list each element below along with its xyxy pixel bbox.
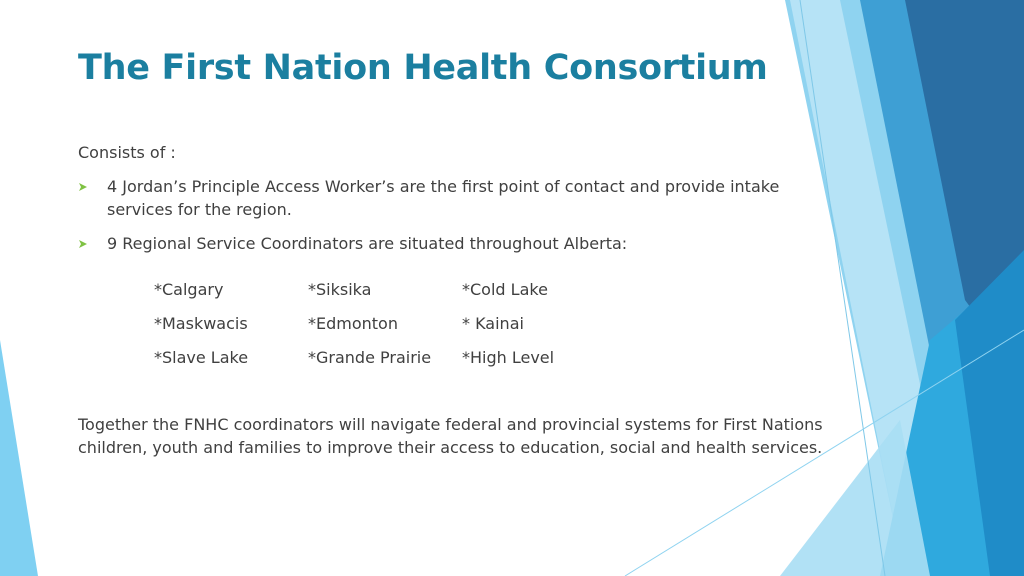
closing-paragraph: Together the FNHC coordinators will navigate federal and provincial systems for First Nations children, youth and families to improve their access to education, social and health services. — [78, 415, 823, 457]
bullet-text: 4 Jordan’s Principle Access Worker’s are the first point of contact and provide intake services for the region. — [107, 177, 780, 219]
location-label: *High Level — [462, 348, 555, 367]
location-label: *Siksika — [308, 280, 372, 299]
arrow-bullet-icon — [78, 182, 88, 192]
location-label: *Slave Lake — [154, 348, 249, 367]
location-label: *Calgary — [154, 280, 224, 299]
bullet-text: 9 Regional Service Coordinators are situated throughout Alberta: — [107, 234, 628, 253]
bullet-item — [78, 232, 848, 255]
location-label: *Maskwacis — [154, 314, 248, 333]
location-label: *Cold Lake — [462, 280, 548, 299]
location-label: *Grande Prairie — [308, 348, 432, 367]
bullet-item — [78, 175, 848, 221]
location-label: * Kainai — [462, 314, 524, 333]
slide-title: The First Nation Health Consortium — [78, 48, 768, 88]
intro-text: Consists of : — [78, 143, 176, 162]
arrow-bullet-icon — [78, 239, 88, 249]
location-label: *Edmonton — [308, 314, 398, 333]
